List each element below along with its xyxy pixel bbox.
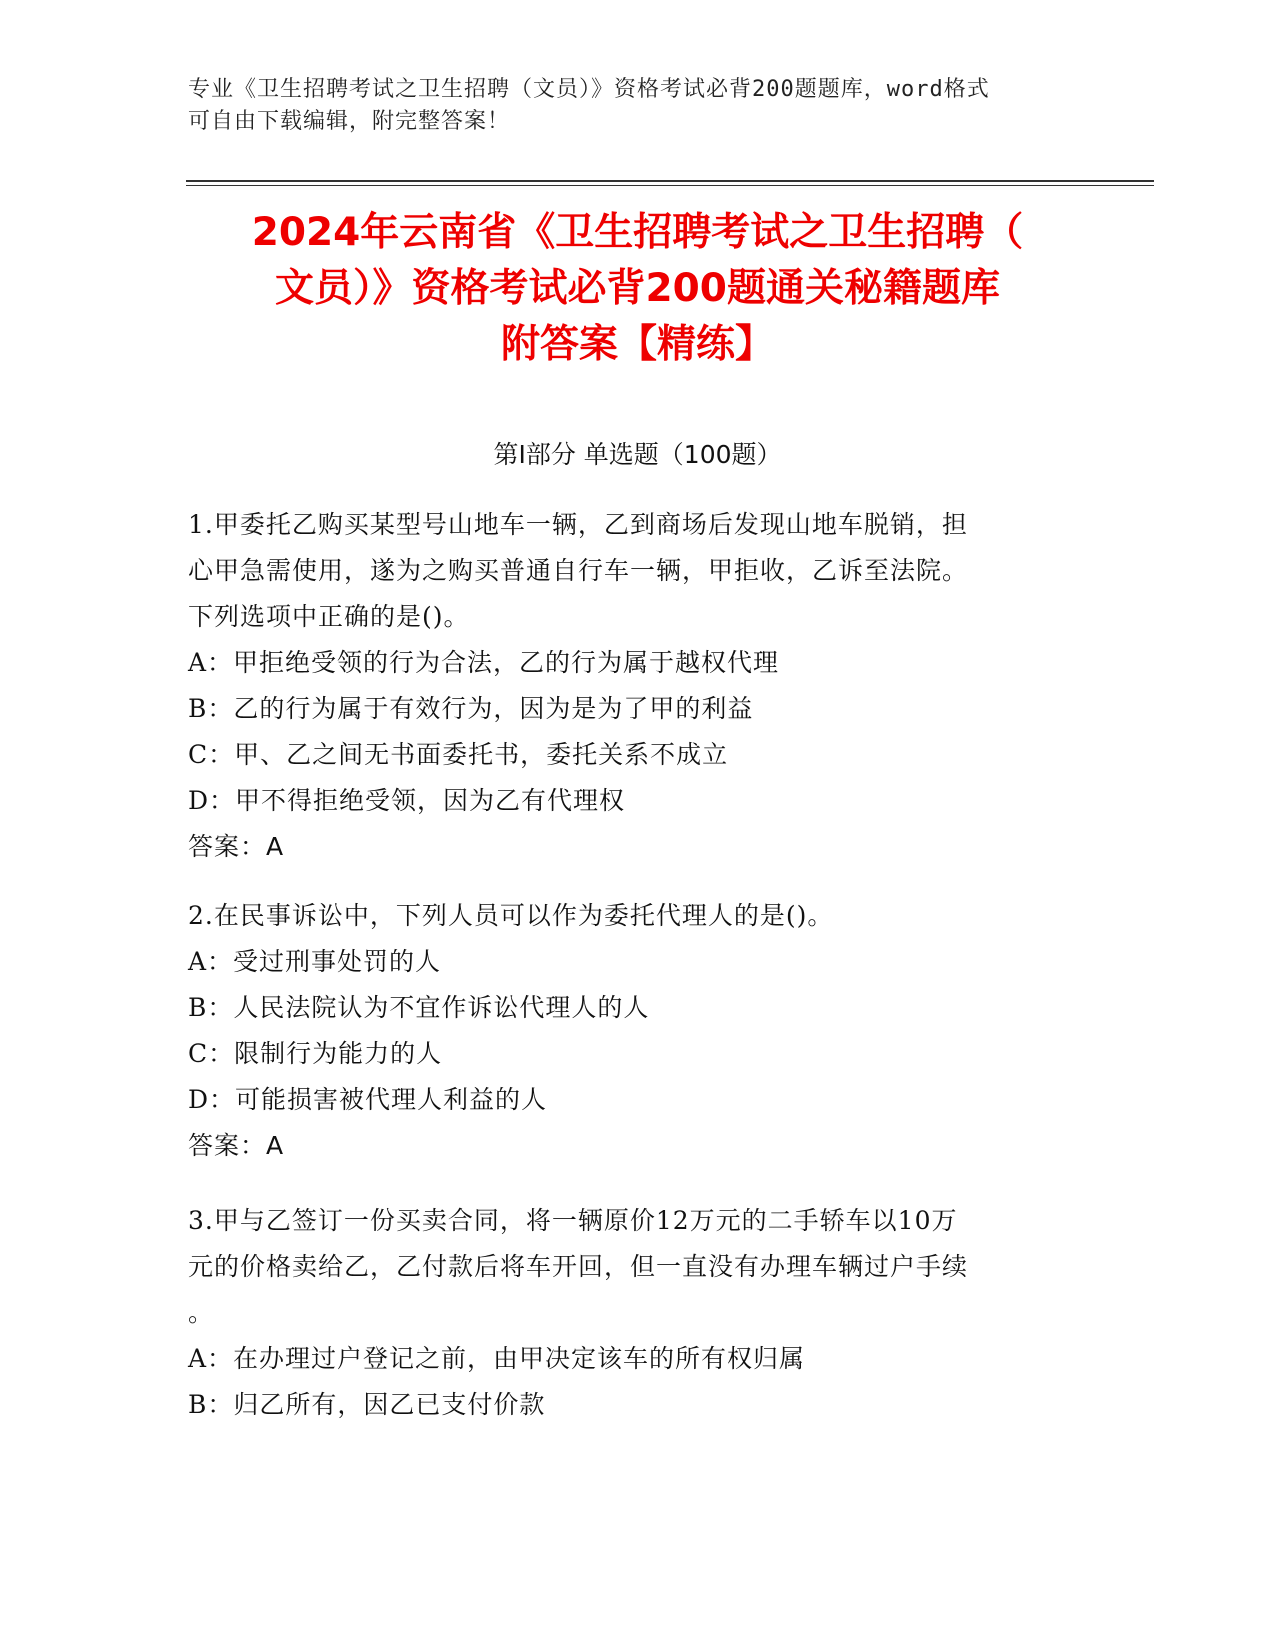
title-line: 文员）》资格考试必背200题通关秘籍题库 — [275, 266, 1000, 311]
option-a: A：甲拒绝受领的行为合法，乙的行为属于越权代理 — [188, 648, 780, 677]
option-c: C：限制行为能力的人 — [188, 1039, 443, 1068]
question-3 — [188, 1198, 1088, 1428]
question-stem: 心甲急需使用，遂为之购买普通自行车一辆，甲拒收，乙诉至法院。 — [188, 556, 969, 585]
option-a: A：受过刑事处罚的人 — [188, 947, 442, 976]
title-line: 2024年云南省《卫生招聘考试之卫生招聘（ — [251, 210, 1024, 255]
option-c: C：甲、乙之间无书面委托书，委托关系不成立 — [188, 740, 729, 769]
header-note-line: 专业《卫生招聘考试之卫生招聘（文员）》资格考试必背200题题库，word格式 — [188, 77, 990, 102]
header-note — [188, 74, 1088, 138]
option-b: B：归乙所有，因乙已支付价款 — [188, 1390, 546, 1419]
title-line: 附答案【精练】 — [500, 322, 774, 367]
question-stem: 2.在民事诉讼中，下列人员可以作为委托代理人的是()。 — [188, 901, 834, 930]
document-title — [160, 205, 1115, 373]
question-stem: 3.甲与乙签订一份买卖合同，将一辆原价12万元的二手轿车以10万 — [188, 1206, 958, 1235]
header-divider — [186, 180, 1154, 182]
option-d: D：可能损害被代理人利益的人 — [188, 1085, 548, 1114]
option-b: B：人民法院认为不宜作诉讼代理人的人 — [188, 993, 650, 1022]
question-stem: 元的价格卖给乙，乙付款后将车开回，但一直没有办理车辆过户手续 — [188, 1252, 969, 1281]
question-2 — [188, 893, 1088, 1169]
header-divider — [186, 185, 1154, 186]
answer: 答案：A — [188, 832, 285, 861]
option-a: A：在办理过户登记之前，由甲决定该车的所有权归属 — [188, 1344, 806, 1373]
option-d: D：甲不得拒绝受领，因为乙有代理权 — [188, 786, 626, 815]
question-1 — [188, 502, 1088, 870]
header-note-line: 可自由下载编辑，附完整答案！ — [188, 109, 511, 134]
question-stem: 下列选项中正确的是()。 — [188, 602, 470, 631]
question-stem: 1.甲委托乙购买某型号山地车一辆，乙到商场后发现山地车脱销，担 — [188, 510, 968, 539]
option-b: B：乙的行为属于有效行为，因为是为了甲的利益 — [188, 694, 754, 723]
answer: 答案：A — [188, 1131, 285, 1160]
section-heading: 第Ⅰ部分 单选题（100题） — [493, 440, 782, 469]
question-stem: 。 — [188, 1298, 215, 1327]
